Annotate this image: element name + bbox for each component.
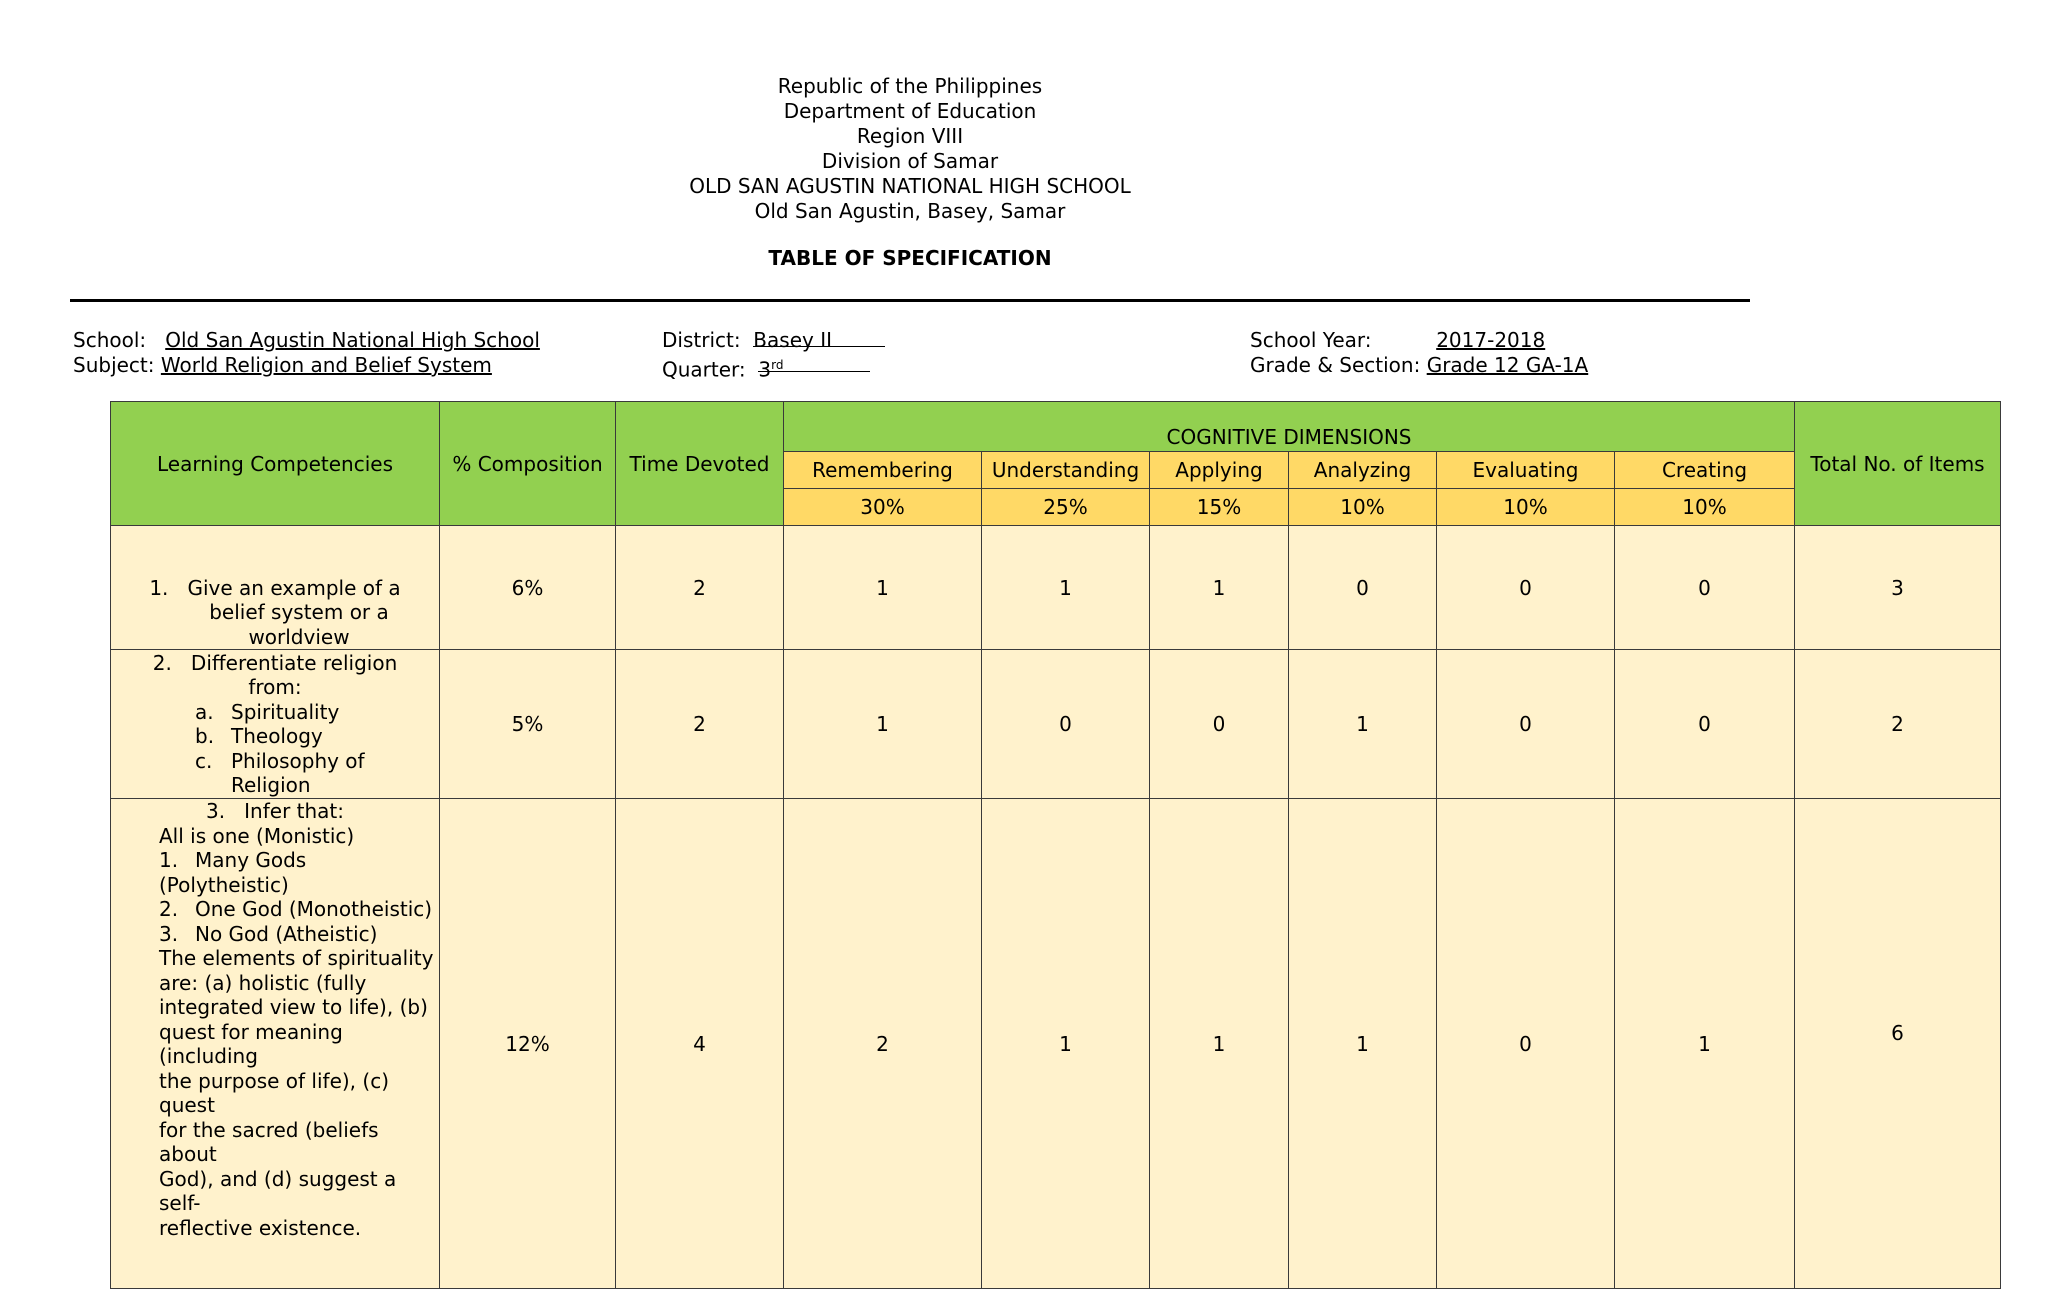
quarter-value: 3 xyxy=(758,357,772,382)
value-cell: 0 xyxy=(1150,650,1289,799)
value-cell: 1 xyxy=(1289,799,1437,1289)
weight-creating: 10% xyxy=(1615,489,1795,526)
dimension-creating: Creating xyxy=(1615,452,1795,489)
header-cognitive-dimensions: COGNITIVE DIMENSIONS xyxy=(784,402,1795,452)
value-cell: 0 xyxy=(1615,526,1795,650)
district-label: District: xyxy=(662,328,741,352)
value-cell: 1 xyxy=(982,526,1150,650)
composition-cell: 6% xyxy=(440,526,616,650)
total-cell: 3 xyxy=(1795,526,2001,650)
dimension-understanding: Understanding xyxy=(982,452,1150,489)
competency-line: from: xyxy=(248,675,302,699)
value-cell: 0 xyxy=(1437,799,1615,1289)
sub-item: b. Theology xyxy=(195,724,323,748)
value-cell: 1 xyxy=(784,650,982,799)
competency-line: 1. Give an example of a xyxy=(149,575,401,600)
letterhead-line: OLD SAN AGUSTIN NATIONAL HIGH SCHOOL xyxy=(689,174,1131,198)
value-cell: 1 xyxy=(982,799,1150,1289)
grade-section-label: Grade & Section: xyxy=(1250,353,1421,377)
value-cell: 2 xyxy=(784,799,982,1289)
composition-cell: 12% xyxy=(440,799,616,1289)
competency-paragraph-line: quest for meaning (including xyxy=(159,1019,343,1068)
document-title: TABLE OF SPECIFICATION xyxy=(768,246,1052,270)
sub-item: 2. One God (Monotheistic) xyxy=(159,897,433,921)
competency-paragraph-line: reflective existence. xyxy=(159,1215,362,1240)
competency-line: worldview xyxy=(248,624,350,649)
total-cell: 6 xyxy=(1795,799,2001,1289)
composition-cell: 5% xyxy=(440,650,616,799)
table-row xyxy=(111,799,2001,1289)
total-cell: 2 xyxy=(1795,650,2001,799)
letterhead-line: Old San Agustin, Basey, Samar xyxy=(754,199,1066,223)
quarter-label: Quarter: xyxy=(662,357,746,382)
sub-item: a. Spirituality xyxy=(195,699,340,724)
value-cell: 1 xyxy=(1150,526,1289,650)
dimension-analyzing: Analyzing xyxy=(1289,452,1437,489)
sub-item: Religion xyxy=(231,773,311,797)
competency-line: 2. Differentiate religion xyxy=(152,650,398,675)
dimension-remembering: Remembering xyxy=(784,452,982,489)
competency-paragraph-line: integrated view to life), (b) xyxy=(159,995,428,1019)
competency-cell xyxy=(111,526,440,650)
subject-value: World Religion and Belief System xyxy=(160,353,492,377)
time-cell: 2 xyxy=(616,526,784,650)
table-row xyxy=(111,650,2001,799)
competency-paragraph-line: for the sacred (beliefs about xyxy=(159,1117,379,1166)
sub-item: 3. No God (Atheistic) xyxy=(159,921,378,946)
competency-number: 3. xyxy=(205,799,226,823)
dimension-applying: Applying xyxy=(1150,452,1289,489)
competency-cell xyxy=(111,799,440,1289)
district-info xyxy=(662,328,885,383)
sub-item: c. Philosophy of xyxy=(195,748,365,773)
school-year-label: School Year: xyxy=(1250,328,1372,352)
letterhead-line: Department of Education xyxy=(783,99,1037,123)
time-cell: 4 xyxy=(616,799,784,1289)
specification-table xyxy=(110,401,2001,1289)
header-total-items: Total No. of Items xyxy=(1795,402,2001,526)
quarter-suffix: rd xyxy=(771,358,784,372)
value-cell: 1 xyxy=(784,526,982,650)
value-cell: 1 xyxy=(1615,799,1795,1289)
subject-label: Subject: xyxy=(73,353,155,377)
school-info xyxy=(73,328,540,378)
year-info xyxy=(1250,328,1588,378)
weight-remembering: 30% xyxy=(784,489,982,526)
district-value: Basey II xyxy=(753,328,832,352)
header-composition: % Composition xyxy=(440,402,616,526)
competency-intro: All is one (Monistic) xyxy=(159,823,355,848)
weight-applying: 15% xyxy=(1150,489,1289,526)
value-cell: 0 xyxy=(1289,526,1437,650)
value-cell: 0 xyxy=(1615,650,1795,799)
competency-line: 3. Infer that: xyxy=(205,799,345,823)
letterhead-line: Division of Samar xyxy=(821,149,999,173)
time-cell: 2 xyxy=(616,650,784,799)
school-year-value: 2017-2018 xyxy=(1436,328,1546,352)
value-cell: 0 xyxy=(1437,650,1615,799)
competency-paragraph-line: The elements of spirituality xyxy=(159,946,434,970)
competency-number: 1. xyxy=(149,575,169,600)
header-learning-competencies: Learning Competencies xyxy=(111,402,440,526)
competency-paragraph-line: are: (a) holistic (fully xyxy=(159,970,367,995)
competency-paragraph-line: God), and (d) suggest a self- xyxy=(159,1166,397,1215)
value-cell: 1 xyxy=(1150,799,1289,1289)
dimension-evaluating: Evaluating xyxy=(1437,452,1615,489)
school-label: School: xyxy=(73,328,147,352)
sub-item: 1. Many Gods (Polytheistic) xyxy=(159,848,307,897)
value-cell: 0 xyxy=(1437,526,1615,650)
weight-analyzing: 10% xyxy=(1289,489,1437,526)
competency-cell xyxy=(111,650,440,799)
competency-paragraph-line: the purpose of life), (c) quest xyxy=(159,1068,389,1117)
letterhead-line: Republic of the Philippines xyxy=(777,74,1043,98)
divider xyxy=(70,299,1750,302)
header-time-devoted: Time Devoted xyxy=(616,402,784,526)
letterhead-line: Region VIII xyxy=(856,124,964,148)
school-value: Old San Agustin National High School xyxy=(165,328,540,352)
competency-line: belief system or a xyxy=(209,600,389,624)
table-row xyxy=(111,526,2001,650)
value-cell: 0 xyxy=(982,650,1150,799)
grade-section-value: Grade 12 GA-1A xyxy=(1426,353,1589,377)
weight-evaluating: 10% xyxy=(1437,489,1615,526)
weight-understanding: 25% xyxy=(982,489,1150,526)
letterhead xyxy=(0,74,1820,224)
competency-number: 2. xyxy=(152,650,172,675)
value-cell: 1 xyxy=(1289,650,1437,799)
